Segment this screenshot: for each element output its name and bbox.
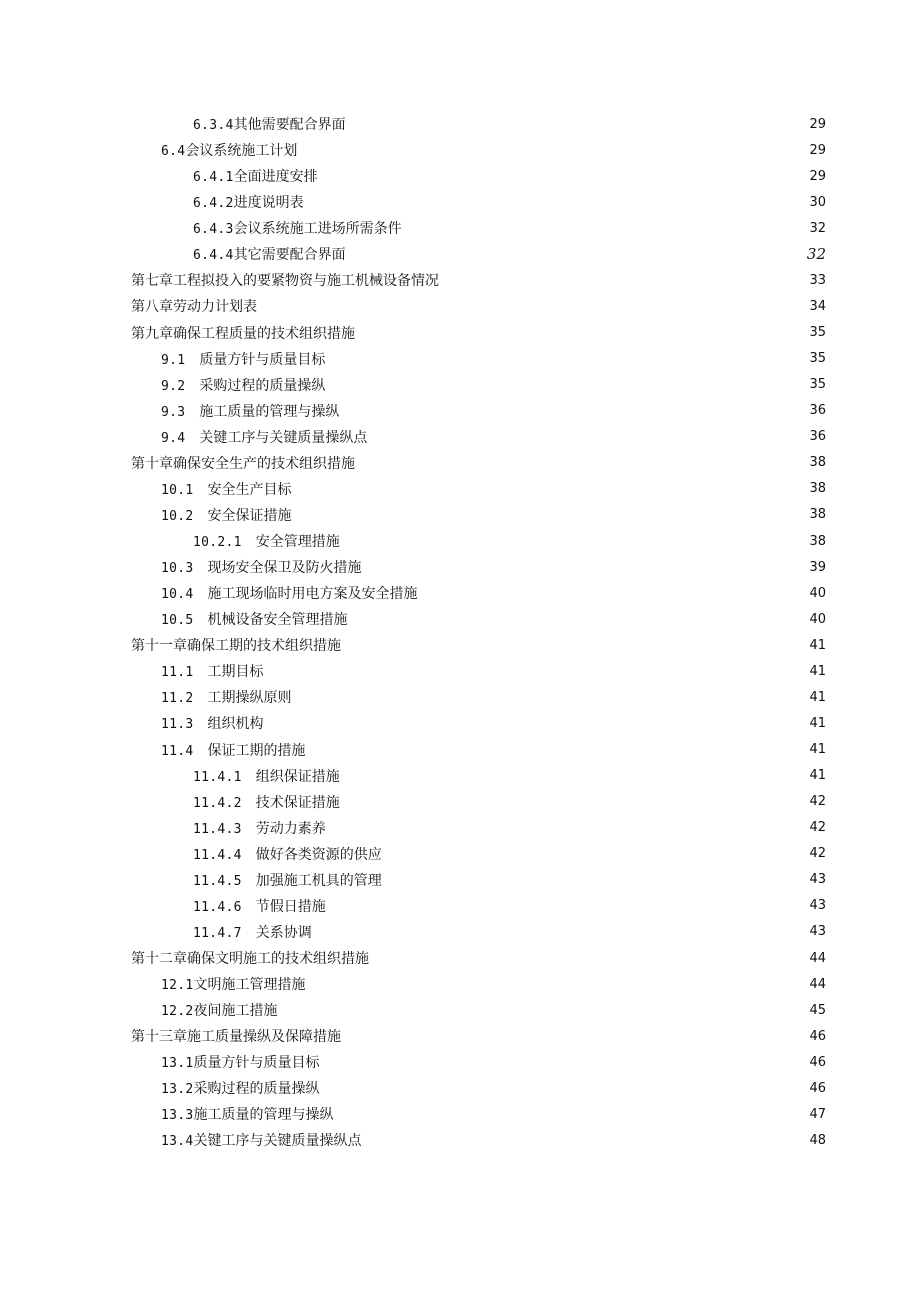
toc-entry-page-number: 38 — [809, 455, 826, 471]
toc-entry-title: 安全保证措施 — [207, 507, 292, 524]
toc-entry[interactable] — [0, 632, 920, 658]
toc-entry-title: 会议系统施工计划 — [185, 143, 298, 160]
toc-entry-title: 全面进度安排 — [233, 169, 318, 186]
dot-leader — [311, 745, 796, 755]
toc-entry-title: 保证工期的措施 — [207, 742, 306, 759]
toc-entry-text — [161, 687, 295, 707]
dot-leader — [331, 901, 796, 911]
toc-entry[interactable] — [0, 997, 920, 1023]
toc-entry-number: 11.4.2 — [193, 795, 242, 811]
toc-entry-text — [193, 114, 349, 134]
toc-entry-title: 采购过程的质量操纵 — [199, 377, 326, 394]
dot-leader — [353, 614, 796, 624]
toc-entry[interactable] — [0, 737, 920, 763]
dot-leader — [297, 692, 796, 702]
toc-entry-text — [131, 453, 358, 473]
toc-entry-number: 6.3.4 — [193, 118, 234, 134]
toc-entry-number: 11.3 — [161, 717, 194, 733]
dot-leader — [297, 510, 796, 520]
toc-entry-title: 组织保证措施 — [255, 768, 340, 785]
toc-entry-text — [193, 218, 405, 238]
toc-entry-title: 文明施工管理措施 — [193, 977, 306, 994]
toc-entry-page-number: 46 — [809, 1028, 826, 1044]
toc-entry-title: 第十一章确保工期的技术组织措施 — [131, 638, 341, 655]
dot-leader — [423, 588, 796, 598]
toc-entry[interactable] — [0, 580, 920, 606]
toc-entry-page-number: 32 — [809, 220, 826, 236]
toc-entry-page-number: 48 — [809, 1132, 826, 1148]
dot-leader — [269, 666, 796, 676]
toc-entry[interactable] — [0, 137, 920, 163]
toc-entry-number: 6.4.3 — [193, 222, 234, 238]
dot-leader — [302, 145, 796, 155]
toc-entry[interactable] — [0, 215, 920, 241]
toc-entry-text — [161, 974, 309, 994]
toc-entry-page-number: 44 — [809, 976, 826, 992]
toc-entry-title: 关系协调 — [255, 924, 312, 941]
toc-entry[interactable] — [0, 893, 920, 919]
dot-leader — [297, 484, 796, 494]
dot-leader — [345, 797, 796, 807]
toc-entry-page-number: 32 — [806, 245, 826, 264]
toc-entry-title: 第八章劳动力计划表 — [131, 299, 257, 316]
toc-entry-page-number: 40 — [809, 585, 826, 601]
toc-entry-page-number: 29 — [809, 116, 826, 132]
toc-entry[interactable] — [0, 528, 920, 554]
toc-entry-page-number: 42 — [809, 820, 826, 836]
toc-entry-number: 13.1 — [161, 1056, 194, 1072]
dot-leader — [346, 640, 796, 650]
dot-leader — [444, 275, 796, 285]
toc-entry-text — [161, 740, 309, 760]
toc-entry-text — [161, 479, 295, 499]
toc-entry[interactable] — [0, 789, 920, 815]
toc-entry-page-number: 43 — [809, 898, 826, 914]
toc-entry-number: 10.4 — [161, 587, 194, 603]
toc-entry-number: 11.4.1 — [193, 769, 242, 785]
toc-entry-number: 13.4 — [161, 1134, 194, 1150]
dot-leader — [330, 380, 796, 390]
toc-entry-page-number: 36 — [809, 403, 826, 419]
toc-entry-title: 第十二章确保文明施工的技术组织措施 — [131, 951, 369, 968]
toc-entry-text — [161, 1052, 323, 1072]
toc-entry-text — [131, 1026, 344, 1046]
toc-entry-text — [161, 375, 328, 395]
toc-entry[interactable] — [0, 267, 920, 293]
dot-leader — [407, 223, 796, 233]
toc-entry[interactable] — [0, 111, 920, 137]
toc-entry-number: 11.4.5 — [193, 873, 242, 889]
toc-entry[interactable] — [0, 476, 920, 502]
toc-entry[interactable] — [0, 372, 920, 398]
toc-entry-number: 13.3 — [161, 1108, 194, 1124]
toc-entry-page-number: 38 — [809, 507, 826, 523]
dot-leader — [360, 328, 796, 338]
toc-entry[interactable] — [0, 1101, 920, 1127]
toc-entry-number: 10.5 — [161, 613, 194, 629]
toc-entry[interactable] — [0, 841, 920, 867]
toc-entry-title: 组织机构 — [207, 716, 264, 733]
toc-entry[interactable] — [0, 293, 920, 319]
toc-entry-title: 技术保证措施 — [255, 794, 340, 811]
toc-entry-text — [161, 609, 351, 629]
toc-entry[interactable] — [0, 867, 920, 893]
toc-entry-title: 其它需要配合界面 — [233, 247, 346, 264]
toc-entry[interactable] — [0, 658, 920, 684]
toc-entry-title: 做好各类资源的供应 — [255, 846, 382, 863]
toc-entry-text — [161, 661, 267, 681]
toc-entry-number: 11.2 — [161, 691, 194, 707]
toc-entry-number: 9.3 — [161, 404, 186, 420]
toc-entry[interactable] — [0, 163, 920, 189]
toc-entry-page-number: 38 — [809, 533, 826, 549]
toc-entry-page-number: 39 — [809, 559, 826, 575]
toc-entry-page-number: 35 — [809, 377, 826, 393]
toc-entry-title: 加强施工机具的管理 — [255, 872, 382, 889]
toc-entry[interactable] — [0, 554, 920, 580]
toc-entry-text — [193, 818, 329, 838]
toc-entry-page-number: 36 — [809, 429, 826, 445]
toc-entry-title: 采购过程的质量操纵 — [193, 1081, 320, 1098]
toc-entry-title: 第十三章施工质量操纵及保障措施 — [131, 1029, 341, 1046]
toc-entry[interactable] — [0, 346, 920, 372]
toc-entry-title: 安全管理措施 — [255, 534, 340, 551]
toc-entry-page-number: 29 — [809, 142, 826, 158]
toc-entry-number: 6.4.1 — [193, 170, 234, 186]
toc-entry-title: 安全生产目标 — [207, 481, 292, 498]
toc-entry-number: 11.4.7 — [193, 925, 242, 941]
toc-entry[interactable] — [0, 320, 920, 346]
toc-entry-title: 关键工序与关键质量操纵点 — [199, 429, 368, 446]
toc-entry-text — [193, 192, 307, 212]
toc-entry-title: 节假日措施 — [255, 898, 326, 915]
toc-entry[interactable] — [0, 424, 920, 450]
toc-entry-title: 工期操纵原则 — [207, 690, 292, 707]
dot-leader — [269, 718, 796, 728]
toc-entry-title: 劳动力素养 — [255, 820, 326, 837]
toc-entry-page-number: 42 — [809, 794, 826, 810]
toc-entry-title: 关键工序与关键质量操纵点 — [193, 1133, 362, 1150]
toc-entry-page-number: 35 — [809, 325, 826, 341]
dot-leader — [283, 1005, 796, 1015]
toc-entry-text — [131, 948, 372, 968]
toc-entry-text — [161, 1104, 337, 1124]
toc-entry-page-number: 40 — [809, 611, 826, 627]
toc-entry[interactable] — [0, 710, 920, 736]
toc-entry-text — [193, 870, 385, 890]
toc-entry-text — [193, 531, 343, 551]
toc-entry[interactable] — [0, 189, 920, 215]
toc-entry-text — [161, 427, 370, 447]
toc-entry[interactable] — [0, 763, 920, 789]
toc-entry-number: 11.4.3 — [193, 821, 242, 837]
toc-entry-text — [161, 505, 295, 525]
toc-entry-page-number: 41 — [809, 715, 826, 731]
toc-entry-text — [131, 270, 442, 290]
dot-leader — [325, 1057, 796, 1067]
toc-entry-page-number: 41 — [809, 637, 826, 653]
toc-entry-number: 9.4 — [161, 430, 186, 446]
toc-entry-page-number: 41 — [809, 768, 826, 784]
dot-leader — [317, 927, 796, 937]
toc-entry-number: 12.2 — [161, 1004, 194, 1020]
toc-entry-title: 第十章确保安全生产的技术组织措施 — [131, 455, 355, 472]
toc-entry-title: 施工质量的管理与操纵 — [199, 403, 340, 420]
toc-entry-number: 11.4.4 — [193, 847, 242, 863]
toc-entry-text — [193, 166, 321, 186]
toc-entry-number: 10.2 — [161, 508, 194, 524]
toc-entry-title: 机械设备安全管理措施 — [207, 612, 348, 629]
toc-entry-number: 9.2 — [161, 378, 186, 394]
toc-entry-title: 第七章工程拟投入的要紧物资与施工机械设备情况 — [131, 273, 439, 290]
dot-leader — [330, 354, 796, 364]
toc-entry-page-number: 34 — [809, 298, 826, 314]
toc-entry-page-number: 44 — [809, 950, 826, 966]
toc-entry-title: 施工现场临时用电方案及安全措施 — [207, 586, 418, 603]
toc-entry-title: 其他需要配合界面 — [233, 117, 346, 134]
dot-leader — [387, 849, 796, 859]
toc-entry-number: 13.2 — [161, 1082, 194, 1098]
toc-entry[interactable] — [0, 502, 920, 528]
toc-entry-text — [131, 296, 260, 316]
dot-leader — [344, 406, 796, 416]
toc-entry-title: 会议系统施工进场所需条件 — [233, 221, 402, 238]
toc-entry-title: 施工质量的管理与操纵 — [193, 1107, 334, 1124]
toc-entry-page-number: 46 — [809, 1080, 826, 1096]
dot-leader — [311, 979, 796, 989]
toc-entry-title: 质量方针与质量目标 — [193, 1055, 320, 1072]
toc-entry-number: 11.4 — [161, 743, 194, 759]
toc-entry-title: 质量方针与质量目标 — [199, 351, 326, 368]
toc-entry-text — [193, 792, 343, 812]
toc-entry[interactable] — [0, 945, 920, 971]
toc-entry-text — [193, 922, 315, 942]
toc-entry-page-number: 42 — [809, 846, 826, 862]
toc-entry-title: 工期目标 — [207, 664, 264, 681]
toc-entry-page-number: 43 — [809, 924, 826, 940]
toc-entry-title: 现场安全保卫及防火措施 — [207, 560, 362, 577]
toc-entry-text — [161, 401, 342, 421]
dot-leader — [345, 536, 796, 546]
dot-leader — [387, 875, 796, 885]
toc-entry[interactable] — [0, 1075, 920, 1101]
toc-entry-text — [161, 713, 267, 733]
toc-entry-number: 9.1 — [161, 352, 186, 368]
dot-leader — [351, 249, 796, 259]
dot-leader — [372, 432, 796, 442]
toc-entry-text — [161, 1000, 281, 1020]
toc-entry-number: 11.1 — [161, 665, 194, 681]
toc-entry-title: 第九章确保工程质量的技术组织措施 — [131, 325, 355, 342]
toc-entry-number: 6.4 — [161, 144, 186, 160]
toc-entry-page-number: 30 — [809, 194, 826, 210]
toc-entry[interactable] — [0, 919, 920, 945]
dot-leader — [345, 771, 796, 781]
toc-entry[interactable] — [0, 684, 920, 710]
toc-entry-text — [161, 349, 328, 369]
toc-entry[interactable] — [0, 241, 920, 267]
toc-entry-page-number: 43 — [809, 872, 826, 888]
toc-entry-page-number: 33 — [809, 272, 826, 288]
dot-leader — [351, 119, 796, 129]
toc-entry-page-number: 45 — [809, 1002, 826, 1018]
toc-entry-number: 12.1 — [161, 978, 194, 994]
toc-entry[interactable] — [0, 1127, 920, 1153]
toc-entry-text — [131, 323, 358, 343]
dot-leader — [367, 1135, 796, 1145]
toc-entry-title: 夜间施工措施 — [193, 1003, 278, 1020]
toc-entry[interactable] — [0, 398, 920, 424]
toc-entry-number: 6.4.2 — [193, 196, 234, 212]
toc-entry-text — [161, 140, 300, 160]
toc-entry-text — [193, 896, 329, 916]
toc-entry-number: 10.3 — [161, 561, 194, 577]
toc-entry-page-number: 41 — [809, 663, 826, 679]
toc-entry-page-number: 29 — [809, 168, 826, 184]
toc-entry-number: 6.4.4 — [193, 248, 234, 264]
toc-entry-page-number: 46 — [809, 1054, 826, 1070]
toc-entry[interactable] — [0, 606, 920, 632]
dot-leader — [360, 458, 796, 468]
toc-entry[interactable] — [0, 815, 920, 841]
toc-entry-title: 进度说明表 — [233, 195, 304, 212]
toc-entry[interactable] — [0, 450, 920, 476]
toc-entry-text — [161, 1078, 323, 1098]
toc-entry[interactable] — [0, 1049, 920, 1075]
toc-entry-number: 10.1 — [161, 482, 194, 498]
toc-entry-page-number: 47 — [809, 1106, 826, 1122]
toc-entry-text — [161, 583, 421, 603]
table-of-contents — [0, 111, 920, 1154]
dot-leader — [323, 171, 796, 181]
dot-leader — [325, 1083, 796, 1093]
toc-entry-text — [193, 844, 385, 864]
toc-entry-page-number: 38 — [809, 481, 826, 497]
toc-entry-text — [161, 557, 365, 577]
dot-leader — [374, 953, 796, 963]
toc-entry-text — [193, 244, 349, 264]
dot-leader — [262, 301, 796, 311]
dot-leader — [331, 823, 796, 833]
toc-entry-page-number: 35 — [809, 351, 826, 367]
toc-entry-number: 10.2.1 — [193, 535, 242, 551]
dot-leader — [367, 562, 796, 572]
toc-entry-text — [193, 766, 343, 786]
toc-entry-text — [161, 1130, 365, 1150]
dot-leader — [309, 197, 796, 207]
toc-entry-number: 11.4.6 — [193, 899, 242, 915]
toc-entry-page-number: 41 — [809, 742, 826, 758]
toc-entry[interactable] — [0, 971, 920, 997]
toc-entry[interactable] — [0, 1023, 920, 1049]
dot-leader — [339, 1109, 796, 1119]
toc-entry-text — [131, 635, 344, 655]
dot-leader — [346, 1031, 796, 1041]
toc-entry-page-number: 41 — [809, 689, 826, 705]
